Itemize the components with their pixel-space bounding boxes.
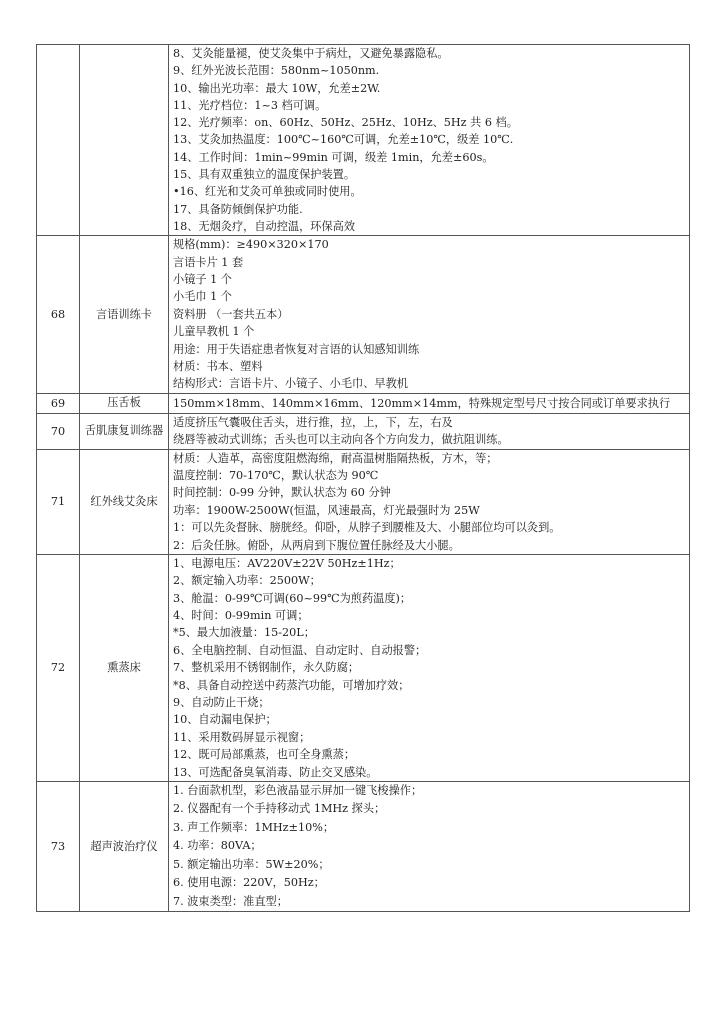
item-name [80,45,169,236]
spec-line: 结构形式：言语卡片、小镜子、小毛巾、早教机 [173,377,408,391]
table-row [37,413,690,449]
item-number: 68 [37,236,80,394]
item-name: 压舌板 [80,393,169,413]
spec-line: 11、光疗档位：1~3 档可调。 [173,98,327,112]
item-name: 舌肌康复训练器 [80,413,169,449]
spec-line: 9、红外光波长范围：580nm~1050nm. [173,64,380,78]
spec-line: 9、自动防止干烧； [173,696,270,710]
spec-line: 11、采用数码屏显示视窗； [173,730,311,744]
item-number: 69 [37,393,80,413]
spec-line: 18、无烟灸疗，自动控温，环保高效 [173,219,356,233]
spec-line: *8、具备自动控送中药蒸汽功能，可增加疗效； [173,678,410,692]
spec-line: 3、舱温：0-99℃可调(60~99℃为煎药温度)； [173,591,412,605]
spec-line: 2. 仪器配有一个手持移动式 1MHz 探头； [173,802,386,816]
spec-line: 2：后灸任脉。俯卧，从两肩到下腹位置任脉经及大小腿。 [173,538,460,552]
spec-line: 小毛巾 1 个 [173,290,232,304]
item-spec [169,413,690,449]
item-number: 71 [37,449,80,554]
spec-line: 10、输出光功率：最大 10W，允差±2W. [173,81,381,95]
spec-line: 小镜子 1 个 [173,273,232,287]
table-row [37,393,690,413]
spec-line: 12、光疗频率：on、60Hz、50Hz、25Hz、10Hz、5Hz 共 6 档。 [173,116,518,130]
spec-line: 温度控制：70-170℃，默认状态为 90℃ [173,468,379,482]
item-spec [169,393,690,413]
spec-line: 2、额定输入功率：2500W； [173,574,321,588]
spec-line: *5、最大加液量：15-20L； [173,626,315,640]
spec-line: 4、时间：0-99min 可调； [173,609,309,623]
table-row [37,554,690,781]
spec-line: 4. 功率：80VA； [173,839,262,853]
spec-line: 时间控制：0-99 分钟，默认状态为 60 分钟 [173,486,391,500]
item-name: 熏蒸床 [80,554,169,781]
spec-line: 1：可以先灸督脉、膀胱经。仰卧，从脖子到腰椎及大、小腿部位均可以灸到。 [173,521,561,535]
spec-line: 15、具有双重独立的温度保护装置。 [173,168,356,182]
spec-line: 13、可选配备臭氧消毒、防止交叉感染。 [173,765,378,779]
item-spec [169,781,690,912]
spec-line: 1、电源电压：AV220V±22V 50Hz±1Hz； [173,556,401,570]
item-spec [169,449,690,554]
equipment-spec-table [36,44,690,912]
spec-line: 绕唇等被动式训练；舌头也可以主动向各个方向发力，做抗阻训练。 [173,433,509,447]
spec-line: •16、红光和艾灸可单独或同时使用。 [173,185,362,199]
spec-line: 用途：用于失语症患者恢复对言语的认知感知训练 [173,342,420,356]
spec-line: 言语卡片 1 套 [173,255,244,269]
spec-line: 5. 额定输出功率：5W±20%； [173,857,330,871]
spec-line: 规格(mm)：≥490×320×170 [173,238,329,252]
item-number: 72 [37,554,80,781]
item-number: 73 [37,781,80,912]
table-row [37,781,690,912]
item-name: 红外线艾灸床 [80,449,169,554]
spec-line: 3. 声工作频率：1MHz±10%； [173,820,335,834]
table-row [37,236,690,394]
spec-line: 7、整机采用不锈钢制作，永久防腐； [173,661,360,675]
item-number: 70 [37,413,80,449]
item-spec [169,45,690,236]
item-name: 言语训练卡 [80,236,169,394]
item-name: 超声波治疗仪 [80,781,169,912]
spec-line: 1. 台面款机型，彩色液晶显示屏加一键飞梭操作； [173,783,423,797]
spec-line: 6、全电脑控制、自动恒温、自动定时、自动报警； [173,643,427,657]
spec-line: 10、自动漏电保护； [173,713,277,727]
table-row [37,449,690,554]
spec-line: 资料册 （一套共五本） [173,307,289,321]
spec-line: 150mm×18mm、140mm×16mm、120mm×14mm，特殊规定型号尺寸按合同或订单要求执行 [173,396,671,410]
spec-line: 儿童早教机 1 个 [173,325,255,339]
spec-line: 14、工作时间：1min~99min 可调，级差 1min，允差±60s。 [173,150,494,164]
table-row [37,45,690,236]
spec-line: 13、艾灸加热温度：100℃~160℃可调，允差±10℃，级差 10℃. [173,133,514,147]
spec-line: 适度挤压气囊吸住舌头，进行推，拉，上，下，左，右及 [173,415,453,429]
spec-line: 7. 波束类型：准直型； [173,894,288,908]
spec-line: 6. 使用电源：220V，50Hz； [173,876,325,890]
item-spec [169,554,690,781]
spec-line: 功率：1900W-2500W(恒温，风速最高，灯光最强时为 25W [173,503,480,517]
spec-line: 17、具备防倾倒保护功能. [173,202,303,216]
spec-line: 材质：书本、塑料 [173,360,263,373]
item-number [37,45,80,236]
item-spec [169,236,690,394]
spec-line: 12、既可局部熏蒸，也可全身熏蒸； [173,748,356,762]
spec-line: 材质：人造革，高密度阻燃海绵，耐高温树脂隔热板，方木，等； [173,451,498,465]
spec-line: 8、艾灸能量褪，使艾灸集中于病灶，又避免暴露隐私。 [173,47,449,60]
